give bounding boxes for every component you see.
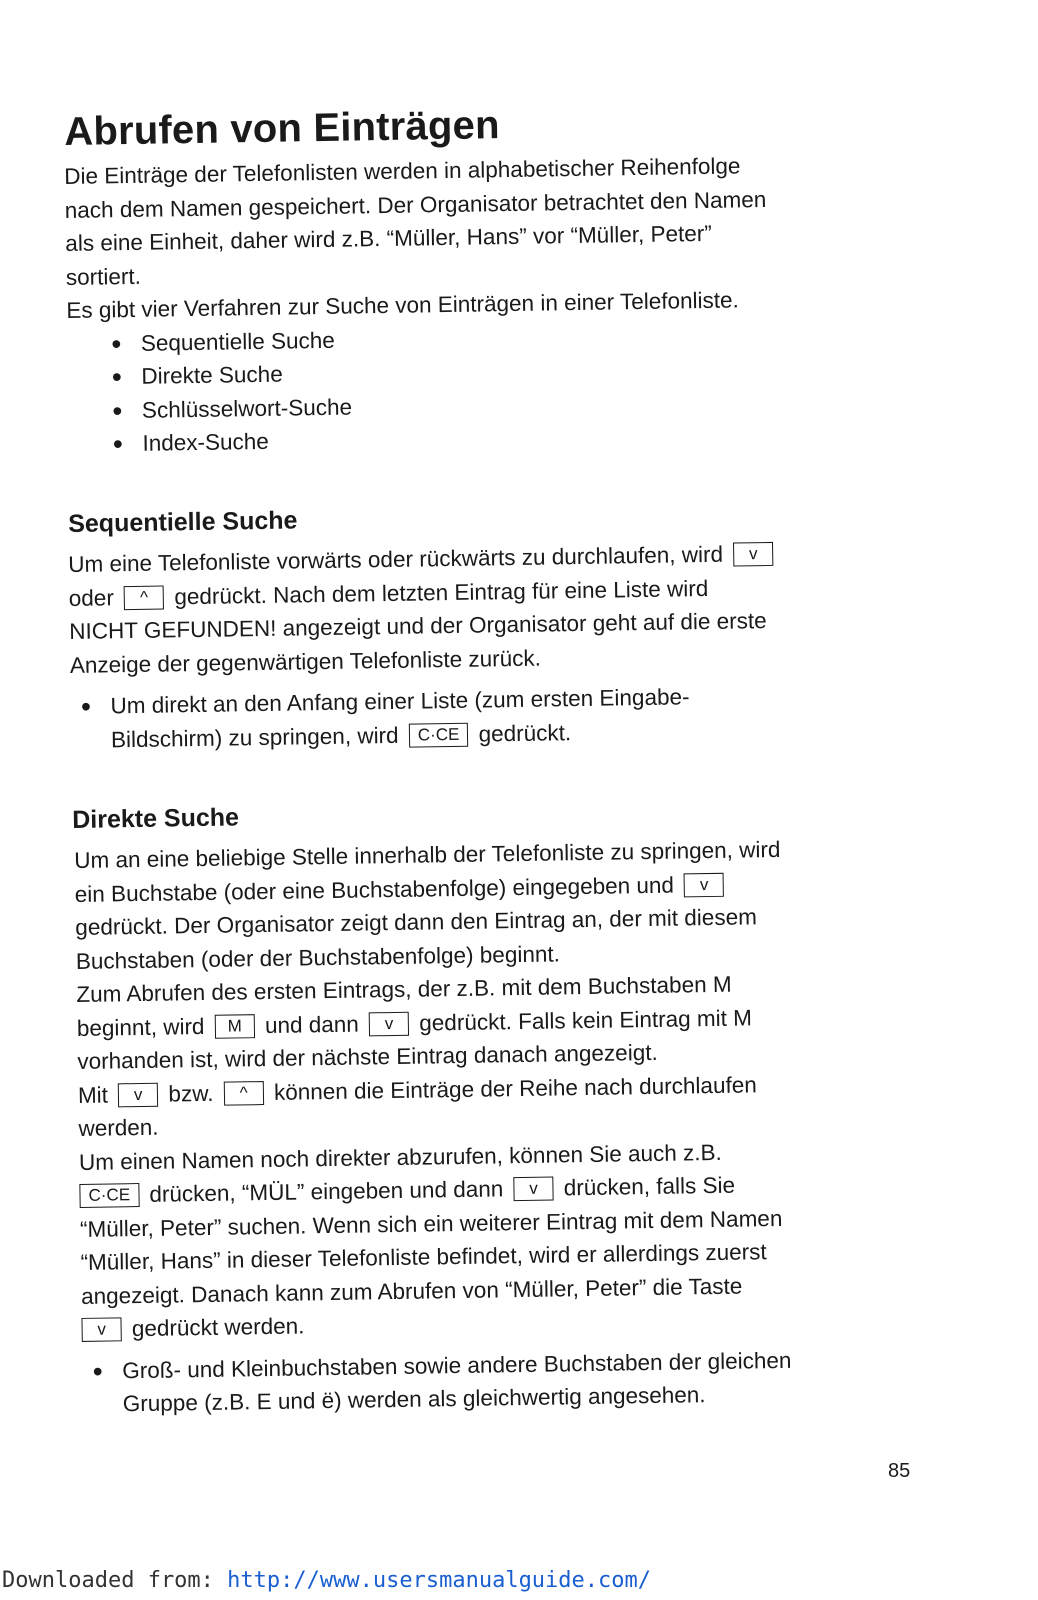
m-key-icon: M: [215, 1014, 255, 1039]
text-span: oder: [68, 584, 121, 611]
text-span: Mit: [77, 1081, 115, 1108]
text-line: als eine Einheit, daher wird z.B. “Müller, Hans” vor “Müller, Peter”: [65, 220, 712, 256]
text-span: ein Buchstabe (oder eine Buchstabenfolge) eingegeben und: [74, 871, 681, 907]
footer-link[interactable]: http://www.usersmanualguide.com/: [227, 1568, 652, 1593]
text-span: Um eine Telefonliste vorwärts oder rückwärts zu durchlaufen, wird: [68, 541, 730, 577]
text-line: angezeigt. Danach kann zum Abrufen von “Müller, Peter” die Taste: [80, 1273, 743, 1309]
page-title: Abrufen von Einträgen: [64, 103, 500, 154]
bullet-icon: ●: [110, 332, 122, 353]
text-span: gedrückt.: [472, 719, 572, 747]
text-line: “Müller, Peter” suchen. Wenn sich ein weiterer Eintrag mit dem Namen: [79, 1205, 783, 1242]
text-line: Die Einträge der Telefonlisten werden in alphabetischer Reihenfolge: [64, 153, 741, 189]
text-line: Um an eine beliebige Stelle innerhalb der Telefonliste zu springen, wird: [74, 836, 781, 873]
download-footer: [2, 1568, 651, 1593]
text-line: werden.: [78, 1114, 159, 1141]
text-line: Um einen Namen noch direkter abzurufen, können Sie auch z.B.: [78, 1139, 722, 1175]
down-key-icon: v: [513, 1177, 553, 1202]
search-methods-list: [110, 316, 771, 460]
section-heading-sequential: Sequentielle Suche: [68, 506, 298, 538]
text-span: bzw.: [161, 1080, 220, 1107]
text-line: NICHT GEFUNDEN! angezeigt und der Organisator geht auf die erste: [69, 608, 767, 644]
text-line: Anzeige der gegenwärtigen Telefonliste zurück.: [69, 645, 542, 678]
text-line: gedrückt. Der Organisator zeigt dann den Eintrag an, der mit diesem: [75, 904, 758, 940]
sequential-text: [68, 537, 780, 757]
down-key-icon: v: [81, 1317, 121, 1342]
list-item: [92, 1343, 792, 1421]
text-span: Bildschirm) zu springen, wird: [110, 722, 406, 752]
list-item-label: Sequentielle Suche: [140, 327, 335, 356]
text-line: Zum Abrufen des ersten Eintrags, der z.B. mit dem Buchstaben M: [76, 971, 732, 1007]
down-key-icon: v: [733, 542, 773, 567]
text-line: vorhanden ist, wird der nächste Eintrag danach angezeigt.: [77, 1039, 658, 1074]
text-span: und dann: [258, 1010, 366, 1038]
text-line: Buchstaben (oder der Buchstabenfolge) beginnt.: [75, 940, 561, 974]
cce-key-icon: C·CE: [79, 1183, 139, 1208]
list-item-label: Schlüsselwort-Suche: [141, 394, 353, 423]
up-key-icon: ^: [124, 585, 164, 610]
text-span: drücken, falls Sie: [557, 1172, 736, 1201]
list-item-label: Index-Suche: [142, 428, 269, 456]
list-item-label: Groß- und Kleinbuchstaben sowie andere Buchstaben der gleichen: [122, 1347, 792, 1383]
list-item-label: Um direkt an den Anfang einer Liste (zum ersten Eingabe-: [110, 684, 690, 719]
text-line: sortiert.: [65, 263, 142, 290]
down-key-icon: v: [684, 872, 724, 897]
bullet-icon: ●: [112, 433, 124, 454]
text-span: können die Einträge der Reihe nach durchlaufen: [267, 1071, 757, 1105]
section-heading-direct: Direkte Suche: [72, 803, 240, 834]
text-line: “Müller, Hans” in dieser Telefonliste befindet, wird er allerdings zuerst: [80, 1239, 767, 1275]
list-item: [80, 679, 780, 757]
bullet-icon: ●: [92, 1360, 104, 1381]
text-line: nach dem Namen gespeichert. Der Organisator betrachtet den Namen: [64, 186, 767, 223]
text-span: Gruppe (z.B. E und ë) werden als gleichwertig angesehen.: [122, 1382, 706, 1417]
page-number: 85: [888, 1460, 911, 1482]
text-span: gedrückt. Nach dem letzten Eintrag für eine Liste wird: [167, 575, 709, 609]
cce-key-icon: C·CE: [409, 722, 469, 747]
text-line: Es gibt vier Verfahren zur Suche von Einträgen in einer Telefonliste.: [66, 287, 739, 323]
text-span: drücken, “MÜL” eingeben und dann: [142, 1176, 510, 1207]
direct-notes: [92, 1343, 792, 1421]
bullet-icon: ●: [111, 399, 123, 420]
bullet-icon: ●: [111, 366, 123, 387]
intro-text: [64, 149, 770, 461]
text-span: gedrückt werden.: [125, 1313, 305, 1342]
down-key-icon: v: [369, 1011, 409, 1036]
footer-prefix: Downloaded from:: [2, 1568, 228, 1593]
down-key-icon: v: [118, 1082, 158, 1107]
direct-text: [74, 833, 792, 1422]
bullet-icon: ●: [80, 695, 92, 716]
text-span: beginnt, wird: [76, 1013, 211, 1041]
text-span: gedrückt. Falls kein Eintrag mit M: [412, 1004, 753, 1036]
sequential-notes: [80, 679, 780, 757]
up-key-icon: ^: [224, 1081, 264, 1106]
list-item-label: Direkte Suche: [141, 361, 283, 389]
